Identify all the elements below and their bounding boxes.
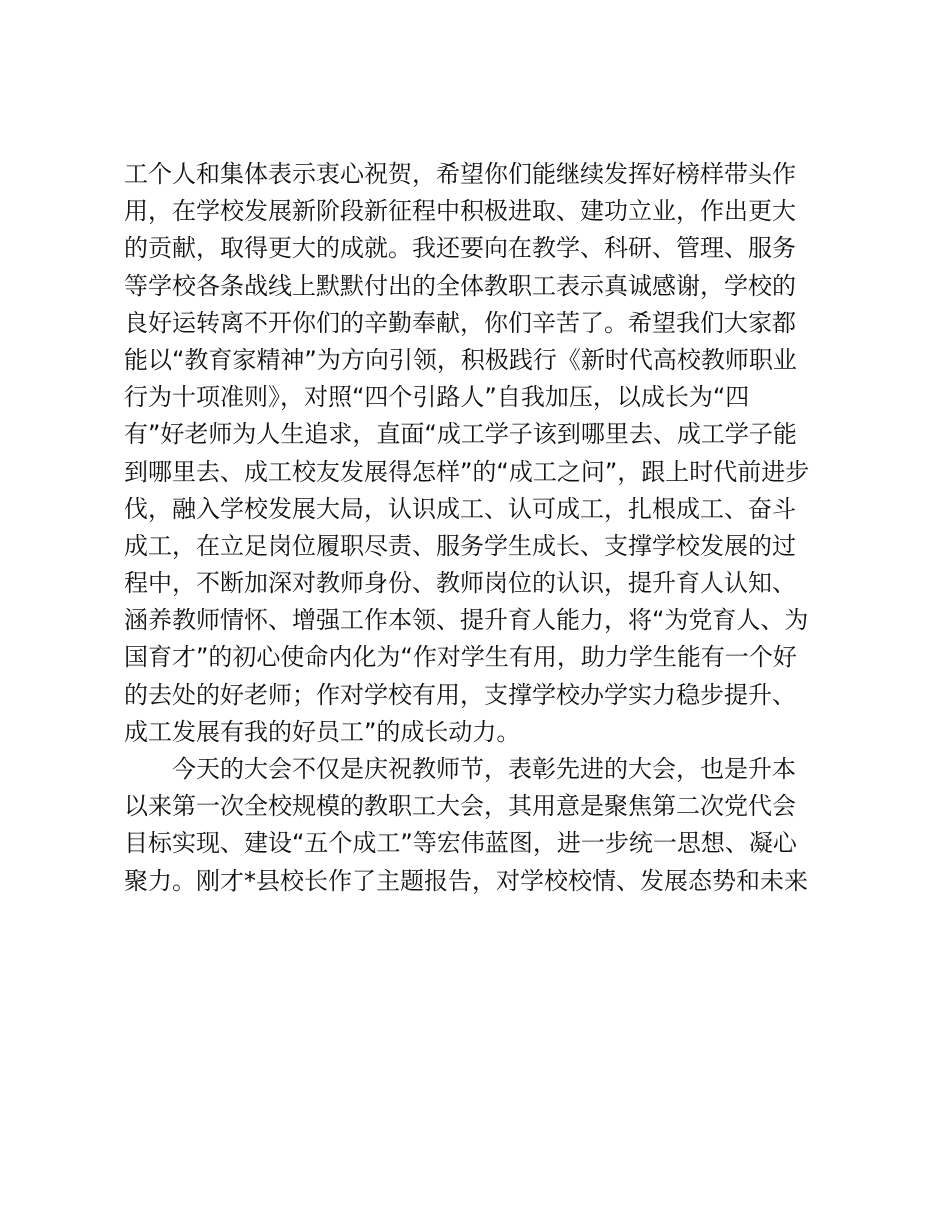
text-line: 程中，不断加深对教师身份、教师岗位的认识，提升育人认知、	[124, 569, 796, 598]
text-line: 聚力。刚才*县校长作了主题报告，对学校校情、发展态势和未来	[124, 866, 808, 895]
text-line: 能以“教育家精神”为方向引领，积极践行《新时代高校教师职业	[124, 345, 797, 374]
text-line: 的贡献，取得更大的成就。我还要向在教学、科研、管理、服务	[124, 234, 796, 263]
text-line: 的去处的好老师；作对学校有用，支撑学校办学实力稳步提升、	[124, 680, 796, 709]
text-line: 国育才”的初心使命内化为“作对学生有用，助力学生能有一个好	[124, 643, 797, 672]
text-line: 以来第一次全校规模的教职工大会，其用意是聚焦第二次党代会	[124, 792, 796, 821]
text-line: 成工，在立足岗位履职尽责、服务学生成长、支撑学校发展的过	[124, 531, 796, 560]
paragraph-start-line: 今天的大会不仅是庆祝教师节，表彰先进的大会，也是升本	[172, 755, 796, 783]
text-line: 用，在学校发展新阶段新征程中积极进取、建功立业，作出更大	[124, 197, 796, 226]
text-line: 成工发展有我的好员工”的成长动力。	[124, 717, 521, 746]
text-line: 目标实现、建设“五个成工”等宏伟蓝图，进一步统一思想、凝心	[124, 829, 797, 858]
text-line: 涵养教师情怀、增强工作本领、提升育人能力，将“为党育人、为	[124, 606, 809, 635]
text-line: 有”好老师为人生追求，直面“成工学子该到哪里去、成工学子能	[124, 420, 797, 449]
text-line: 良好运转离不开你们的辛勤奉献，你们辛苦了。希望我们大家都	[124, 308, 796, 337]
document-body	[124, 156, 844, 900]
text-line: 到哪里去、成工校友发展得怎样”的“成工之问”，跟上时代前进步	[124, 457, 810, 486]
text-line: 工个人和集体表示衷心祝贺，希望你们能继续发挥好榜样带头作	[124, 160, 796, 188]
text-line: 等学校各条战线上默默付出的全体教职工表示真诚感谢，学校的	[124, 271, 796, 300]
text-line: 伐，融入学校发展大局，认识成工、认可成工，扎根成工、奋斗	[124, 494, 796, 523]
text-line: 行为十项准则》，对照“四个引路人”自我加压，以成长为“四	[124, 383, 750, 412]
